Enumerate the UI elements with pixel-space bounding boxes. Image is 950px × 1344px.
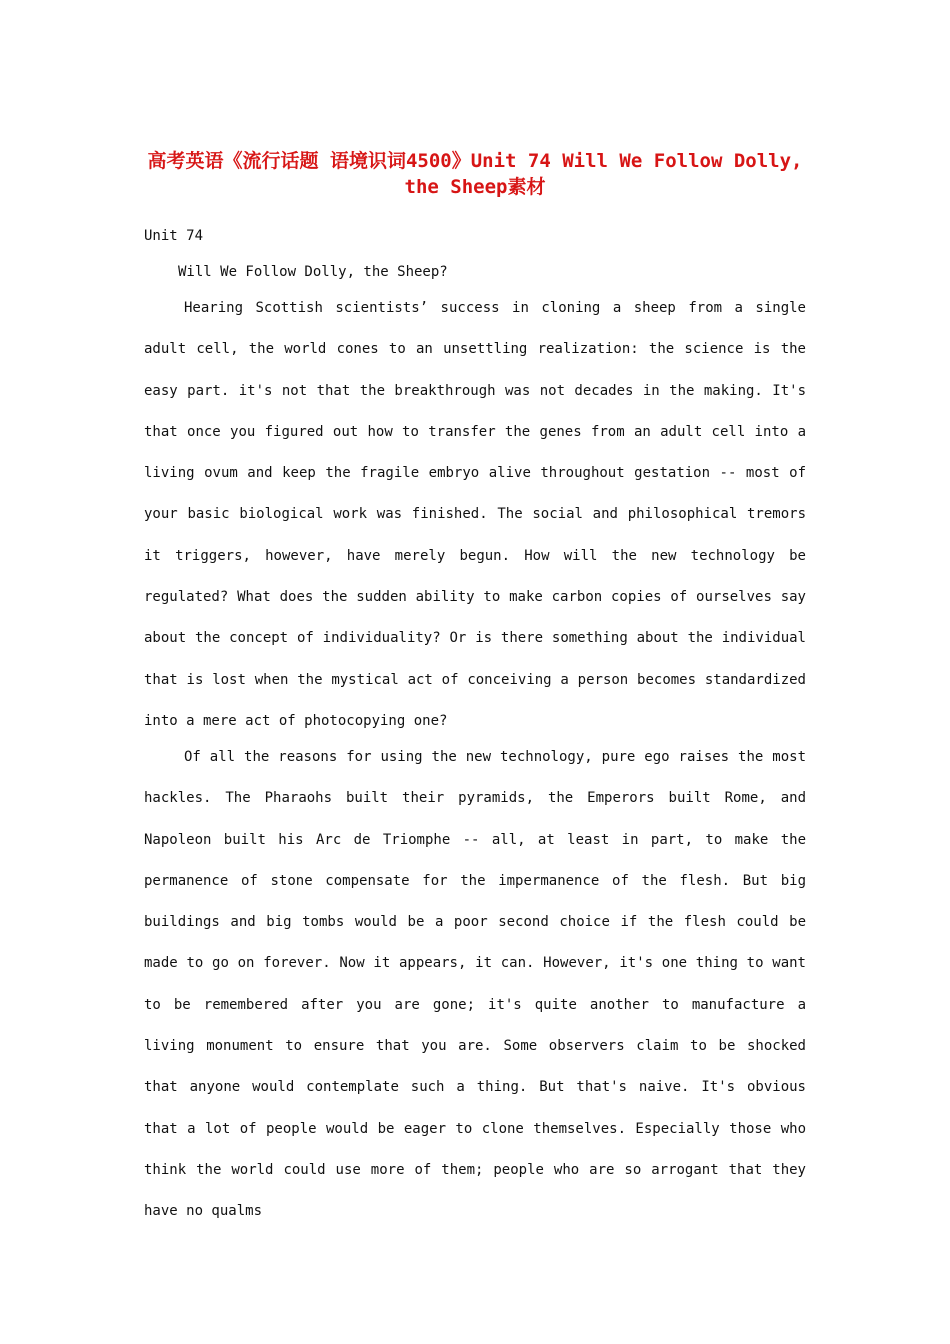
unit-label: Unit 74 <box>144 228 204 244</box>
paragraph-1: Hearing Scottish scientists’ success in cloning a sheep from a single adult cell, the world cones to an unsettling realization: the science is the easy part. it's not that the breakthrough was not decades in the making. It's that once you figured out how to transfer the genes from an adult cell into a living ovum and keep the fragile embryo alive throughout gestation -- most of your basic biological work was finished. The social and philosophical tremors it triggers, however, have merely begun. How will the new technology be regulated? What does the sudden ability to make carbon copies of ourselves say about the concept of individuality? Or is there something about the individual that is lost when the mystical act of conceiving a person becomes standardized into a mere act of photocopying one? <box>144 300 806 729</box>
document-title: 高考英语《流行话题 语境识词4500》Unit 74 Will We Follow Dolly, the Sheep素材 <box>147 150 803 198</box>
article-subtitle: Will We Follow Dolly, the Sheep? <box>178 264 448 280</box>
paragraph-2: Of all the reasons for using the new technology, pure ego raises the most hackles. The Pharaohs built their pyramids, the Emperors built Rome, and Napoleon built his Arc de Triomphe -- all, at least in part, to make the permanence of stone compensate for the impermanence of the flesh. But big buildings and big tombs would be a poor second choice if the flesh could be made to go on forever. Now it appears, it can. However, it's one thing to want to be remembered after you are gone; it's quite another to manufacture a living monument to ensure that you are. Some observers claim to be shocked that anyone would contemplate such a thing. But that's naive. It's obvious that a lot of people would be eager to clone themselves. Especially those who think the world could use more of them; people who are so arrogant that they have no qualms <box>144 749 806 1220</box>
